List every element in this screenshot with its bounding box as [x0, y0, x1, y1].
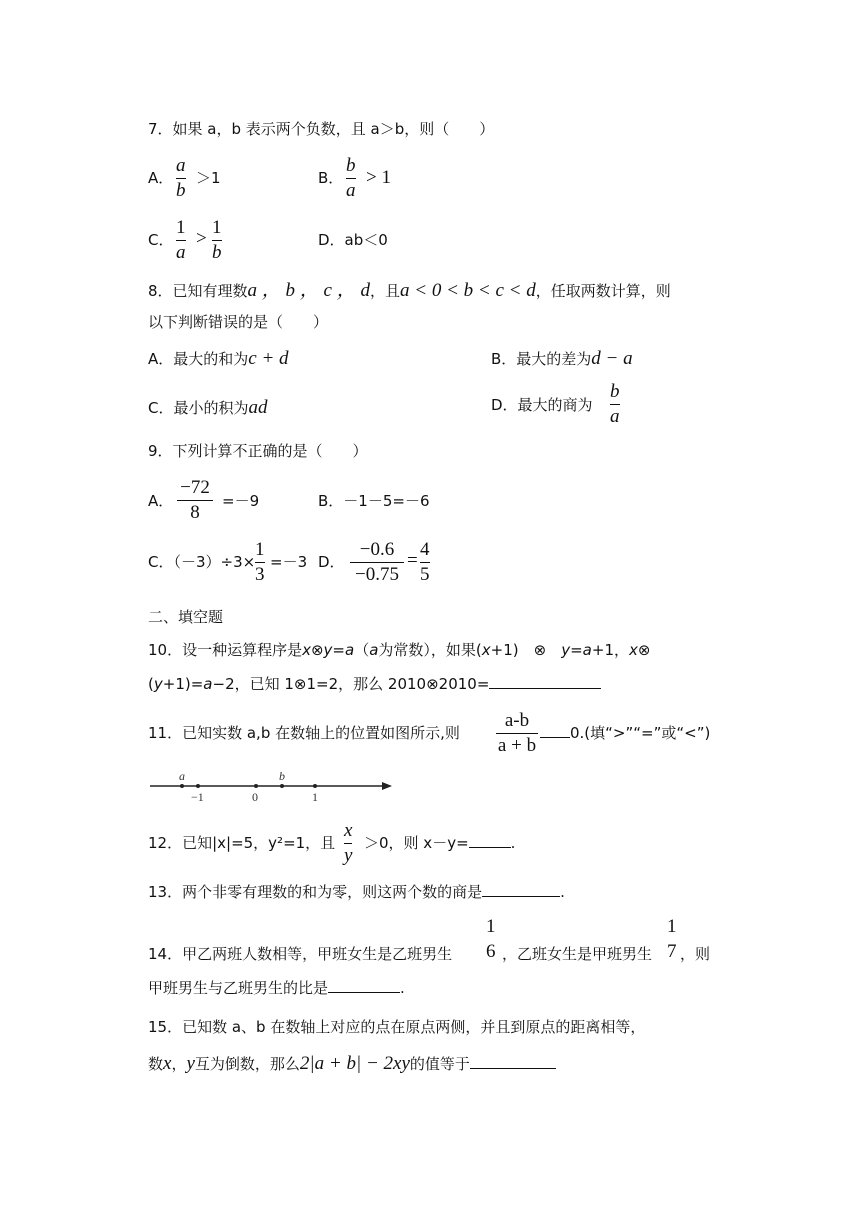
label-b: b [279, 769, 285, 783]
fraction-bar [344, 843, 352, 844]
q12-fraction [344, 820, 352, 867]
q10-text: ( [148, 675, 154, 693]
label-one: 1 [312, 790, 318, 804]
q9-option-c-text: C．（－3）÷3× [148, 553, 256, 571]
fraction-denominator: a [176, 242, 186, 263]
q12-text-a: 12．已知|x|=5，y²=1，且 [148, 834, 336, 852]
section-heading-fill-in: 二、填空题 [148, 608, 224, 626]
q9-option-a-result: =－9 [222, 492, 260, 510]
q7-option-a-label: A． [148, 169, 174, 187]
q15-text: 的值等于 [409, 1055, 470, 1073]
fraction-bar [176, 240, 186, 241]
q8-stem-c: ，任取两数计算，则 [535, 282, 671, 300]
point-b [280, 784, 284, 788]
q15-line2 [148, 1054, 556, 1073]
tick-one [313, 784, 317, 788]
q10-expression: x⊗y=a [302, 641, 355, 659]
fraction-denominator: a [610, 406, 620, 427]
q8-stem-a: 8．已知有理数 [148, 282, 248, 300]
q8-option-b-text: B．最大的差为 [491, 350, 592, 368]
q15-var-x: x [163, 1053, 172, 1074]
number-line-figure [148, 768, 394, 804]
q9-option-a-label: A． [148, 492, 174, 510]
q8-stem-line2: 以下判断错误的是（ ） [148, 313, 329, 331]
tick-neg1 [196, 784, 200, 788]
q11-text-b-wrap [540, 726, 710, 741]
fraction-denominator: y [344, 845, 353, 866]
q10-line2 [148, 677, 601, 692]
q7-option-b-relation: > 1 [366, 167, 391, 188]
q8-option-b-math: d − a [591, 348, 633, 369]
fraction-numerator: a [176, 155, 186, 176]
q10-text: +1) ⊗ [490, 641, 562, 659]
q10-text: +1， [591, 641, 629, 659]
q8-option-c-math: ad [248, 397, 268, 418]
q9-option-d-equals: = [407, 550, 418, 571]
q15-answer-blank[interactable] [470, 1068, 556, 1069]
q10-var: x [481, 641, 491, 659]
q7-option-c-fraction-2 [212, 217, 222, 264]
fraction-denominator: b [212, 242, 222, 263]
q10-text: −2，已知 1⊗1=2，那么 2010⊗2010= [212, 675, 490, 693]
q13-end: . [560, 883, 565, 901]
q10-var: a [203, 675, 213, 693]
q8-option-a-text: A．最大的和为 [148, 350, 249, 368]
q14-answer-blank[interactable] [328, 992, 400, 993]
fraction-bar [177, 500, 213, 501]
q8-option-c [148, 398, 267, 417]
fraction-numerator: x [344, 820, 353, 841]
q8-option-c-text: C．最小的积为 [148, 399, 249, 417]
q8-option-a [148, 349, 289, 368]
q12-text-b-wrap [364, 836, 515, 851]
q9-option-c-fraction [255, 539, 265, 586]
q13-answer-blank[interactable] [482, 896, 560, 897]
q11-text-a: 11．已知实数 a,b 在数轴上的位置如图所示,则 [148, 724, 460, 742]
q9-option-b: B．－1－5=－6 [318, 492, 430, 510]
q10-text: = [570, 641, 583, 659]
q15-text: 互为倒数，那么 [194, 1055, 300, 1073]
q7-stem: 7．如果 a，b 表示两个负数，且 a＞b，则（ ） [148, 120, 495, 138]
fraction-numerator: 1 [255, 539, 265, 560]
q14-text-b: ，乙班女生是甲班男生 [502, 945, 653, 963]
q7-option-b-fraction [346, 155, 356, 202]
fraction-numerator: a-b [504, 710, 530, 731]
q13-text: 13．两个非零有理数的和为零，则这两个数的商是 [148, 883, 483, 901]
q9-option-d-fraction-2 [420, 539, 430, 586]
arrow-right-icon [382, 782, 392, 790]
fraction-denominator: 6 [486, 941, 496, 962]
q14-line2 [148, 981, 405, 996]
fraction-bar [350, 562, 404, 563]
q15-text: ， [171, 1055, 187, 1073]
q10-text: （ [354, 641, 370, 659]
q8-stem-b: ，且 [369, 282, 400, 300]
q14-fraction-2 [667, 916, 677, 963]
q7-option-c-fraction-1 [176, 217, 186, 264]
q10-text: 10．设一种运算程序是 [148, 641, 303, 659]
q11-answer-blank[interactable] [540, 737, 570, 738]
q15-text: 数 [148, 1055, 164, 1073]
q7-option-b-label: B． [318, 169, 344, 187]
q15-expression: 2|a + b| − 2xy [299, 1053, 410, 1074]
q7-option-a-fraction [176, 155, 186, 202]
q7-option-d: D．ab＜0 [318, 231, 388, 249]
fraction-numerator: 1 [176, 217, 186, 238]
q15-line1: 15．已知数 a、b 在数轴上对应的点在原点两侧，并且到原点的距离相等， [148, 1018, 646, 1036]
q8-option-d-fraction [610, 381, 620, 428]
fraction-denominator: a [346, 180, 356, 201]
label-a: a [179, 769, 185, 783]
q9-option-c-result: =－3 [270, 553, 308, 571]
fraction-bar [420, 562, 430, 563]
fraction-denominator: 7 [667, 941, 677, 962]
fraction-numerator: b [610, 381, 620, 402]
fraction-numerator: 1 [212, 217, 222, 238]
fraction-numerator: −0.6 [359, 539, 395, 560]
q13-line [148, 885, 565, 900]
fraction-bar [610, 404, 620, 405]
fraction-numerator: 1 [486, 916, 496, 937]
tick-zero [254, 784, 258, 788]
label-neg1: −1 [191, 790, 204, 804]
q8-stem-line1 [148, 281, 671, 300]
q10-var: x⊗ [629, 641, 651, 659]
fraction-denominator: −0.75 [355, 564, 399, 585]
q10-answer-blank[interactable] [489, 688, 601, 689]
q12-answer-blank[interactable] [469, 847, 511, 848]
q10-text: +1)= [162, 675, 204, 693]
q15-var-y: y [186, 1053, 195, 1074]
q8-option-a-math: c + d [248, 348, 289, 369]
q9-stem: 9．下列计算不正确的是（ ） [148, 442, 368, 460]
q14-text-c: ，则 [680, 945, 711, 963]
fraction-denominator: a + b [497, 735, 537, 756]
q11-text-b: 0.(填“>”“=”或“<”) [570, 724, 711, 742]
q14-end: . [400, 979, 405, 997]
fraction-bar [486, 939, 496, 940]
q10-text: 为常数），如果( [378, 641, 482, 659]
q10-var: y [153, 675, 163, 693]
fraction-bar [346, 178, 356, 179]
point-a [180, 784, 184, 788]
fraction-bar [255, 562, 265, 563]
q14-text-line2: 甲班男生与乙班男生的比是 [148, 979, 329, 997]
q8-option-b [491, 349, 633, 368]
q7-option-a-relation: ＞1 [196, 169, 221, 187]
fraction-denominator: 5 [420, 564, 430, 585]
q10-var: a [369, 641, 379, 659]
fraction-bar [496, 733, 538, 734]
q11-fraction [496, 710, 538, 757]
q10-var: a [582, 641, 592, 659]
q10-line1 [148, 643, 650, 658]
q14-fraction-1 [486, 916, 496, 963]
q9-option-d-fraction-1 [350, 539, 404, 586]
q12-end: . [510, 834, 516, 852]
q8-option-d-text: D．最大的商为 [491, 396, 593, 414]
q14-text-a: 14．甲乙两班人数相等，甲班女生是乙班男生 [148, 945, 453, 963]
fraction-bar [176, 178, 186, 179]
fraction-numerator: 1 [667, 916, 677, 937]
q9-option-d-label: D． [318, 553, 345, 571]
q7-option-c-relation: > [196, 228, 207, 249]
q8-vars: a ， b ， c ， d [247, 280, 370, 301]
q7-option-c-label: C． [148, 231, 174, 249]
q9-option-a-fraction [177, 477, 213, 524]
q12-text-b: ＞0，则 x－y= [364, 834, 469, 852]
fraction-bar [667, 939, 677, 940]
fraction-denominator: 8 [190, 502, 200, 523]
fraction-denominator: b [176, 180, 186, 201]
fraction-numerator: b [346, 155, 356, 176]
fraction-numerator: 4 [420, 539, 430, 560]
fraction-bar [212, 240, 222, 241]
fraction-numerator: −72 [180, 477, 210, 498]
q10-var: y [561, 641, 571, 659]
q8-inequality: a < 0 < b < c < d [400, 280, 536, 301]
label-zero: 0 [252, 790, 258, 804]
fraction-denominator: 3 [255, 564, 265, 585]
